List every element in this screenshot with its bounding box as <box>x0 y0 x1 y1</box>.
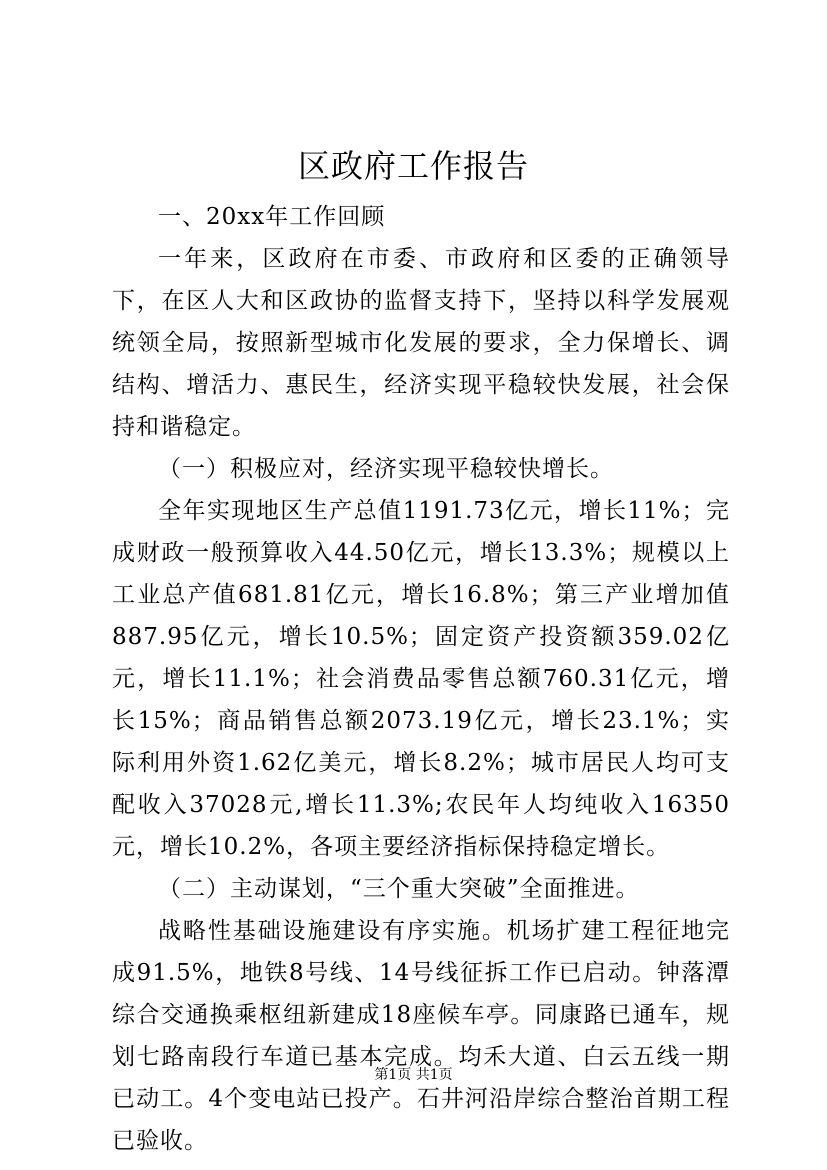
section-heading-review: 一、20xx年工作回顾 <box>158 204 386 230</box>
paragraph-infrastructure: 战略性基础设施建设有序实施。机场扩建工程征地完成91.5%，地铁8号线、14号线征拆工作已启动。钟落潭综合交通换乘枢纽新建成18座候车亭。同康路已通车，规划七路南段行车道已基本完成。均禾大道、白云五线一期已动工。4个变电站已投产。石井河沿岸综合整治首期工程已验收。 <box>112 918 730 1154</box>
page-footer: 第1页 共1页 <box>374 1067 453 1083</box>
document-title: 区政府工作报告 <box>297 147 529 185</box>
paragraph-economy: 全年实现地区生产总值1191.73亿元，增长11%；完成财政一般预算收入44.50亿元，增长13.3%；规模以上工业总产值681.81亿元，增长16.8%；第三产业增加值887.95亿元，增长10.5%；固定资产投资额359.02亿元，增长11.1%；社会消费品零售总额760.31亿元，增长15%；商品销售总额2073.19亿元，增长23.1%；实际利用外资1.62亿美元，增长8.2%；城市居民人均可支配收入37028元,增长11.3%;农民年人均纯收入16350元，增长10.2%，各项主要经济指标保持稳定增长。 <box>112 498 730 860</box>
paragraph-overview: 一年来，区政府在市委、市政府和区委的正确领导下，在区人大和区政协的监督支持下，坚持以科学发展观统领全局，按照新型城市化发展的要求，全力保增长、调结构、增活力、惠民生，经济实现平稳较快发展，社会保持和谐稳定。 <box>112 246 730 440</box>
section-heading-economy: （一）积极应对，经济实现平稳较快增长。 <box>158 456 614 482</box>
section-heading-breakthroughs: （二）主动谋划，“三个重大突破”全面推进。 <box>158 876 640 902</box>
document-body <box>112 196 730 1162</box>
